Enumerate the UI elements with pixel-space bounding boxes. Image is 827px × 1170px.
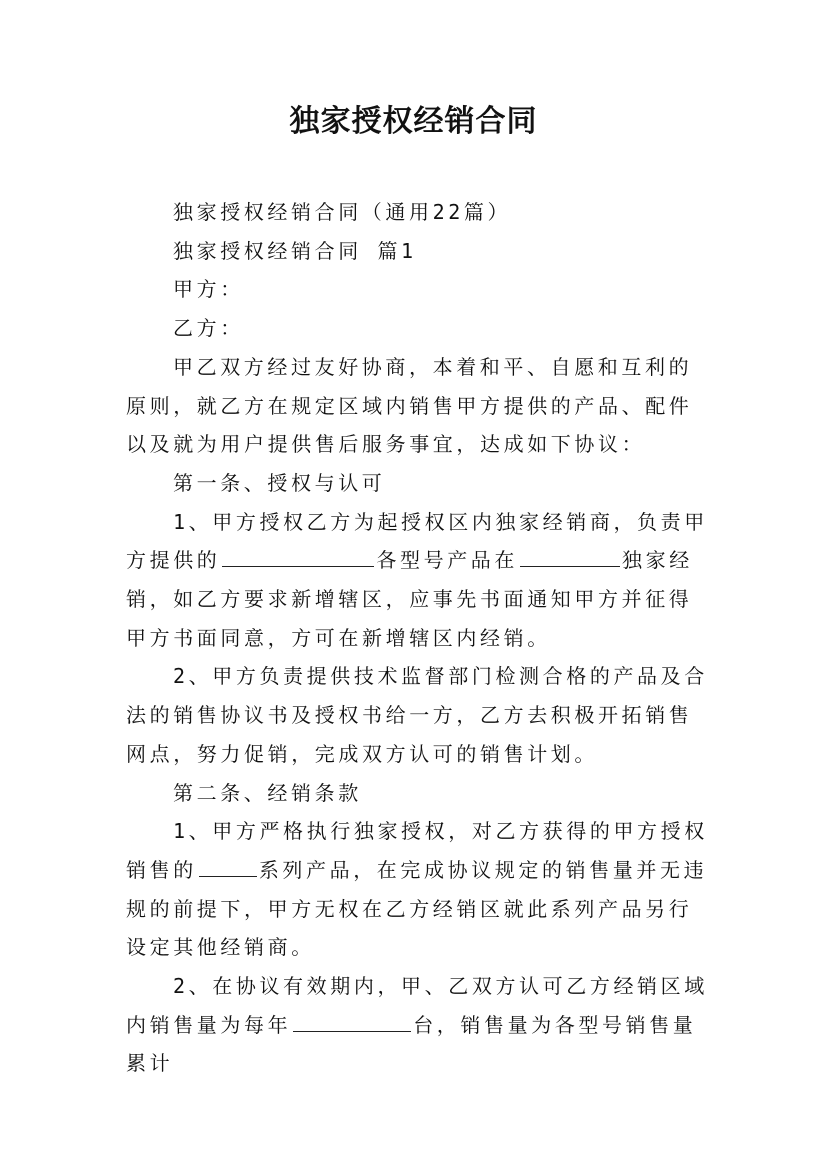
fill-in-blank-quantity xyxy=(293,1009,411,1032)
party-b-line: 乙方： xyxy=(173,316,244,341)
fill-in-blank-product xyxy=(222,544,374,567)
article2-item1 xyxy=(126,812,711,967)
article2-item2-text-b: 台，销售量为各型号销售量累计 xyxy=(126,1012,697,1076)
article1-item1-text-c: 独家经销，如乙方要求新增辖区，应事先书面通知甲方并征得甲方书面同意，方可在新增辖区内经销。 xyxy=(126,548,693,650)
article1-item1 xyxy=(126,503,711,658)
fill-in-blank-region xyxy=(520,544,620,567)
party-a-line: 甲方： xyxy=(173,277,244,302)
document-subtitle: 独家授权经销合同（通用22篇） xyxy=(173,200,512,224)
section-heading: 独家授权经销合同 篇1 xyxy=(173,238,417,263)
document-title: 独家授权经销合同 xyxy=(289,104,538,139)
article1-item2: 2、甲方负责提供技术监督部门检测合格的产品及合法的销售协议书及授权书给一方，乙方去积极开拓销售网点，努力促销，完成双方认可的销售计划。 xyxy=(126,664,708,766)
article1-item1-text-a: 1、甲方授权乙方为起授权区内独家经销商，负责甲方提供的 xyxy=(126,509,708,573)
article1-item1-text-b: 各型号产品在 xyxy=(376,548,519,573)
fill-in-blank-series xyxy=(199,854,257,877)
article2-item1-text-a: 1、甲方严格执行独家授权，对乙方获得的甲方授权销售的 xyxy=(126,819,708,882)
article2-item2-text-a: 2、在协议有效期内，甲、乙双方认可乙方经销区域内销售量为每年 xyxy=(126,974,708,1037)
document-body xyxy=(126,193,711,1083)
article2-heading: 第二条、经销条款 xyxy=(173,780,362,805)
article2-item1-text-b: 系列产品，在完成协议规定的销售量并无违规的前提下，甲方无权在乙方经销区就此系列产品另行设定其他经销商。 xyxy=(126,857,708,960)
article2-item2 xyxy=(126,967,711,1083)
article1-heading: 第一条、授权与认可 xyxy=(173,470,386,495)
intro-paragraph: 甲乙双方经过友好协商，本着和平、自愿和互利的原则，就乙方在规定区域内销售甲方提供的产品、配件以及就为用户提供售后服务事宜，达成如下协议： xyxy=(126,354,693,457)
